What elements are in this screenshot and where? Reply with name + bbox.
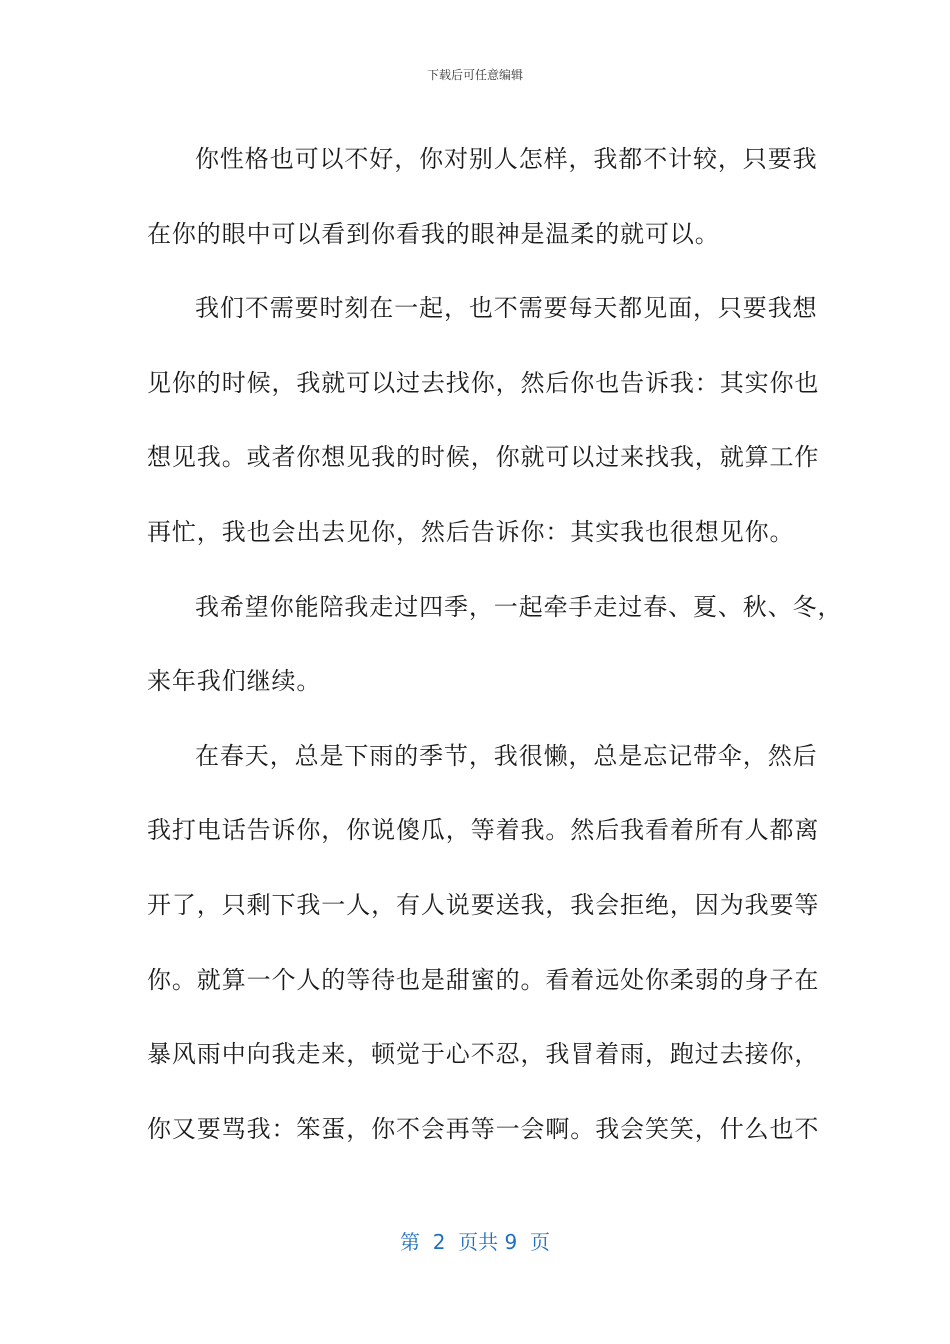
document-body — [147, 122, 843, 1166]
text-line: 在你的眼中可以看到你看我的眼神是温柔的就可以。 — [147, 219, 720, 248]
text-line: 想见我。或者你想见我的时候，你就可以过来找我，就算工作 — [147, 443, 820, 472]
text-line: 来年我们继续。 — [147, 667, 322, 696]
text-line: 我们不需要时刻在一起，也不需要每天都见面，只要我想 — [195, 294, 818, 323]
paragraph-1 — [147, 122, 818, 271]
paragraph-2 — [147, 271, 820, 569]
paragraph-3 — [147, 570, 843, 719]
page-header-note: 下载后可任意编辑 — [426, 68, 523, 82]
text-line: 暴风雨中向我走来，顿觉于心不忍，我冒着雨，跑过去接你， — [147, 1040, 820, 1069]
text-line: 你又要骂我：笨蛋，你不会再等一会啊。我会笑笑，什么也不 — [147, 1114, 820, 1143]
text-line: 你性格也可以不好，你对别人怎样，我都不计较，只要我 — [195, 145, 818, 173]
text-line: 你。就算一个人的等待也是甜蜜的。看着远处你柔弱的身子在 — [147, 965, 820, 994]
text-line: 在春天，总是下雨的季节，我很懒，总是忘记带伞，然后 — [195, 741, 818, 770]
page-number-footer: 第 2 页共 9 页 — [400, 1230, 550, 1254]
text-line: 我打电话告诉你，你说傻瓜，等着我。然后我看着所有人都离 — [147, 816, 820, 845]
text-line: 再忙，我也会出去见你，然后告诉你：其实我也很想见你。 — [147, 517, 795, 546]
text-line: 开了，只剩下我一人，有人说要送我，我会拒绝，因为我要等 — [147, 890, 820, 919]
paragraph-4 — [147, 719, 820, 1167]
text-line: 见你的时候，我就可以过去找你，然后你也告诉我：其实你也 — [147, 368, 820, 397]
text-line: 我希望你能陪我走过四季，一起牵手走过春、夏、秋、冬， — [195, 592, 843, 621]
